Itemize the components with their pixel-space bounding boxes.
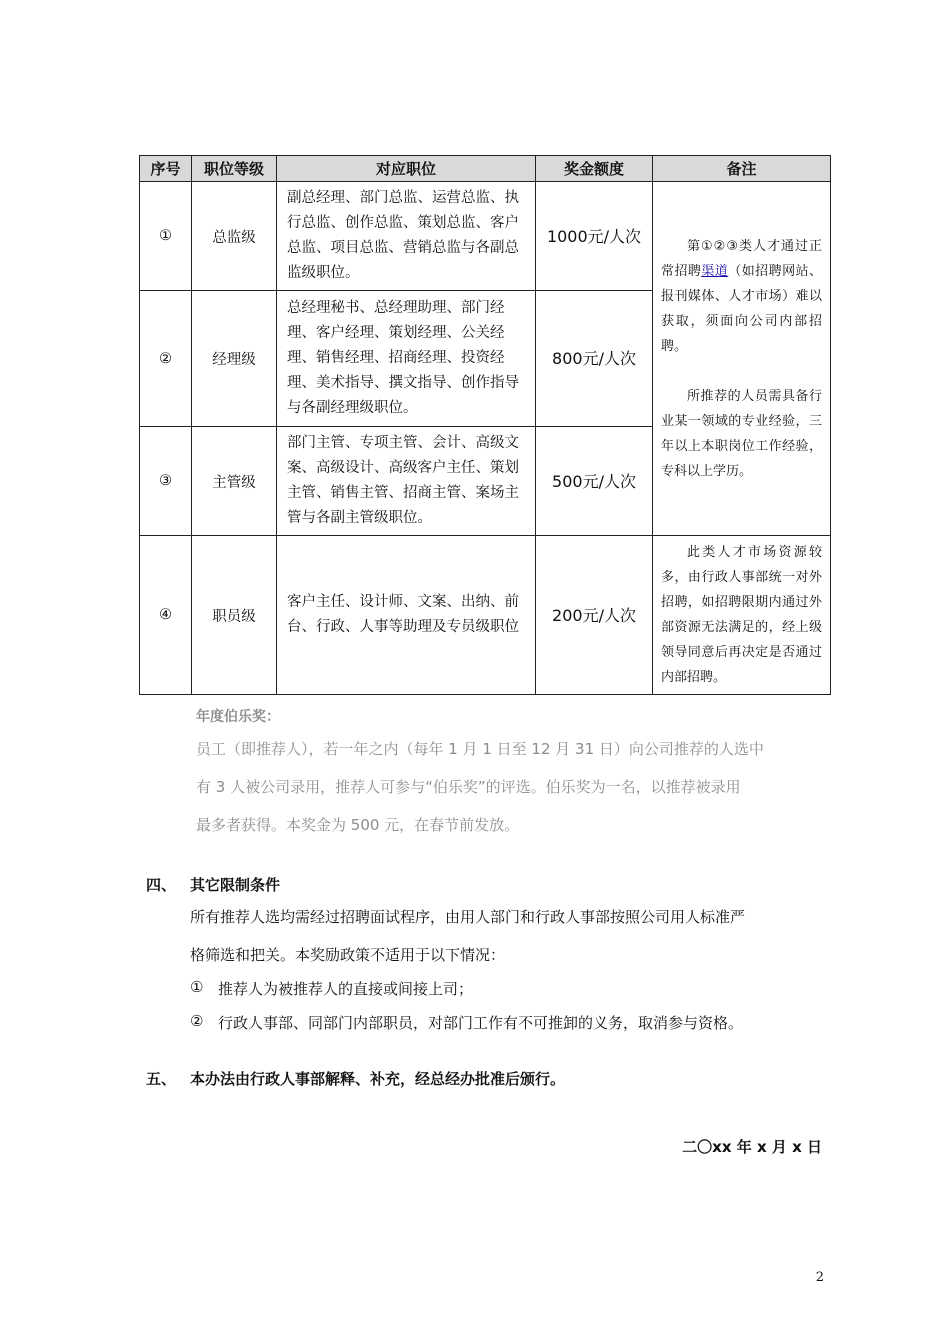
section-4-item-2: 行政人事部、同部门内部职员，对部门工作有不可推卸的义务，取消参与资格。 [218,1014,744,1032]
bole-line-2: 有 3 人被公司录用，推荐人可参与“伯乐奖”的评选。伯乐奖为一名，以推荐被录用 [196,778,741,796]
row-positions: 客户主任、设计师、文案、出纳、前台、行政、人事等助理及专员级职位 [277,536,536,695]
row-amount: 500元/人次 [536,427,653,536]
header-note: 备注 [653,156,831,182]
section-4-line-2: 格筛选和把关。本奖励政策不适用于以下情况： [190,946,506,964]
bole-title: 年度伯乐奖： [196,709,280,725]
note-p1-after: （如招聘网站、报刊媒体、人才市场）难以获取，须面向公司内部招聘。 [661,263,822,354]
header-amount: 奖金额度 [536,156,653,182]
table-row [140,182,831,291]
bole-line-1: 员工（即推荐人），若一年之内（每年 1 月 1 日至 12 月 31 日）向公司推荐的人选中 [196,740,764,758]
row-positions: 副总经理、部门总监、运营总监、执行总监、创作总监、策划总监、客户总监、项目总监、营销总监与各副总监级职位。 [277,182,536,291]
note-p1-before: 第①②③类人才通过正常招聘 [661,238,822,279]
section-4-item-1: 推荐人为被推荐人的直接或间接上司； [218,980,474,998]
row-positions: 总经理秘书、总经理助理、部门经理、客户经理、策划经理、公关经理、销售经理、招商经理、投资经理、美术指导、撰文指导、创作指导与各副经理级职位。 [277,291,536,427]
header-num: 序号 [140,156,192,182]
row-positions: 部门主管、专项主管、会计、高级文案、高级设计、高级客户主任、策划主管、销售主管、招商主管、案场主管与各副主管级职位。 [277,427,536,536]
note-cell-bottom: 此类人才市场资源较多，由行政人事部统一对外招聘，如招聘限期内通过外部资源无法满足的，经上级领导同意后再决定是否通过内部招聘。 [653,536,831,695]
channel-link[interactable]: 渠道 [701,263,729,279]
row-level: 职员级 [192,536,277,695]
row-level: 总监级 [192,182,277,291]
page-number: 2 [815,1270,824,1285]
row-num: ④ [140,536,192,695]
note-cell-top [653,182,831,536]
section-4-item-2-num: ② [190,1012,204,1030]
row-level: 经理级 [192,291,277,427]
section-5-number: 五、 [146,1070,177,1088]
section-4-title: 其它限制条件 [190,876,281,894]
row-num: ① [140,182,192,291]
row-num: ③ [140,427,192,536]
note-p2: 所推荐的人员需具备行业某一领域的专业经验，三年以上本职岗位工作经验，专科以上学历。 [661,388,822,479]
bole-line-3: 最多者获得。本奖金为 500 元，在春节前发放。 [196,816,520,834]
section-5-text: 本办法由行政人事部解释、补充，经总经办批准后颁行。 [190,1070,566,1088]
section-4-item-1-num: ① [190,978,204,996]
row-num: ② [140,291,192,427]
header-positions: 对应职位 [277,156,536,182]
section-4-number: 四、 [146,876,177,894]
row-amount: 200元/人次 [536,536,653,695]
table-row [140,536,831,695]
document-date: 二〇xx 年 x 月 x 日 [682,1138,822,1156]
reward-table [139,155,831,695]
header-level: 职位等级 [192,156,277,182]
row-level: 主管级 [192,427,277,536]
section-4-line-1: 所有推荐人选均需经过招聘面试程序，由用人部门和行政人事部按照公司用人标准严 [190,908,746,926]
row-amount: 1000元/人次 [536,182,653,291]
table-header-row [140,156,831,182]
row-amount: 800元/人次 [536,291,653,427]
